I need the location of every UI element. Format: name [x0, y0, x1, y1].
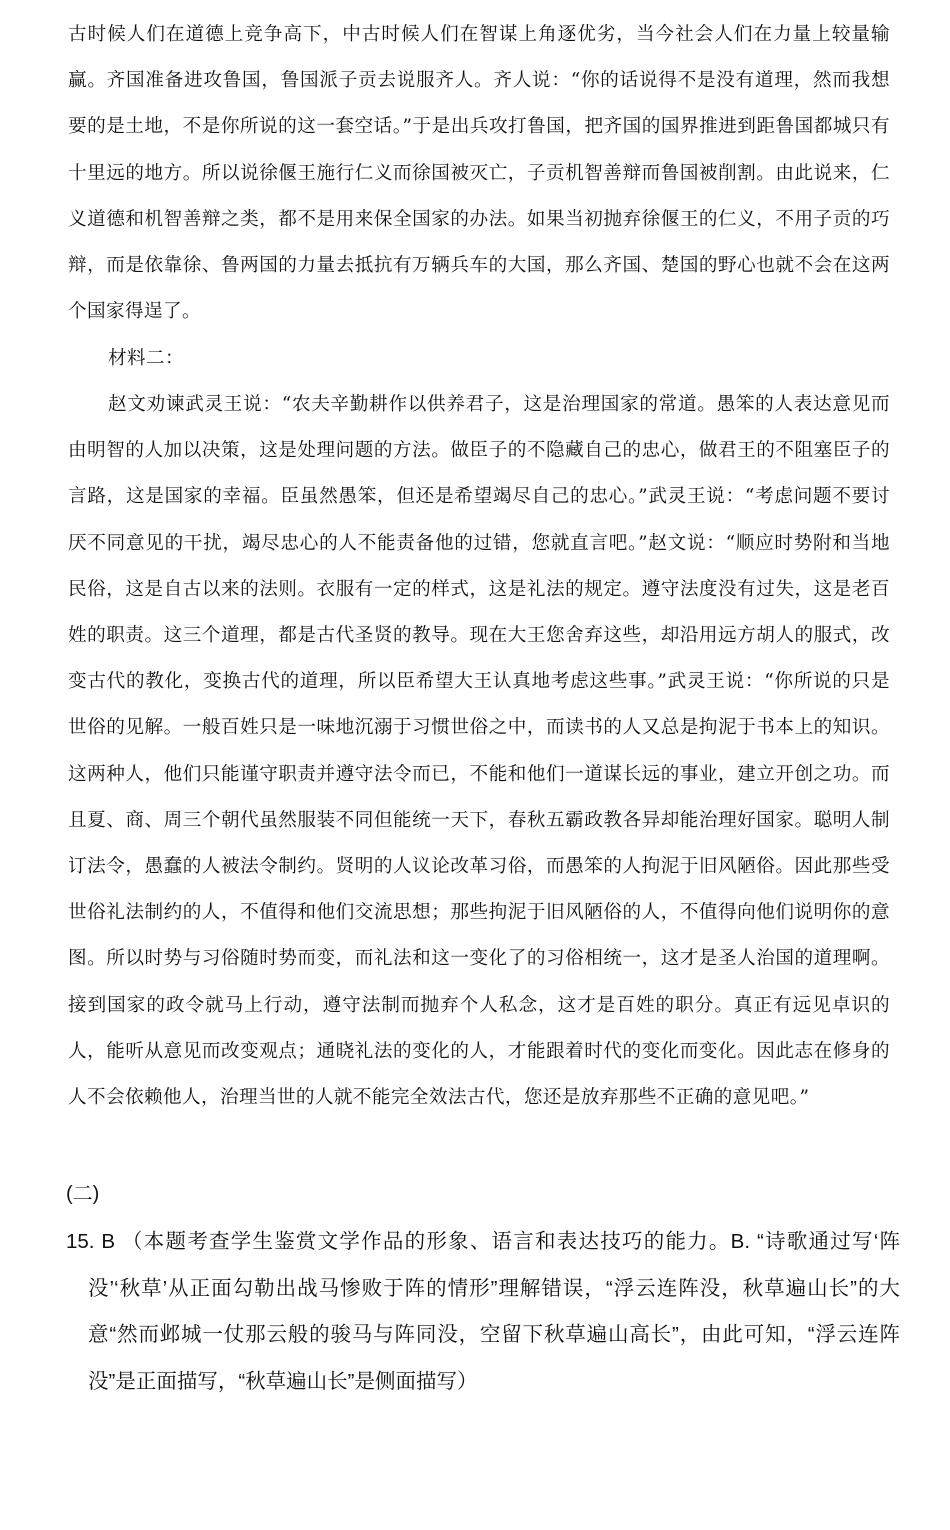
answer-15: 15. B （本题考查学生鉴赏文学作品的形象、语言和表达技巧的能力。B. “诗歌通过写‘阵没’‘秋草’从正面勾勒出战马惨败于阵的情形”理解错误，“浮云连阵没，秋草遍山长”的大意“然而邺城一仗那云般的骏马与阵同没，空留下秋草遍山高长”，由此可知，“浮云连阵没”是正面描写，“秋草遍山长”是侧面描写）	[66, 1230, 900, 1393]
material-two-paragraph: 赵文劝谏武灵王说：“农夫辛勤耕作以供养君子，这是治理国家的常道。愚笨的人表达意见而由明智的人加以决策，这是处理问题的方法。做臣子的不隐藏自己的忠心，做君王的不阻塞臣子的言路，这是国家的幸福。臣虽然愚笨，但还是希望竭尽自己的忠心。”武灵王说：“考虑问题不要讨厌不同意见的干扰，竭尽忠心的人不能责备他的过错，您就直言吧。”赵文说：“顺应时势附和当地民俗，这是自古以来的法则。衣服有一定的样式，这是礼法的规定。遵守法度没有过失，这是老百姓的职责。这三个道理，都是古代圣贤的教导。现在大王您舍弃这些，却沿用远方胡人的服式，改变古代的教化，变换古代的道理，所以臣希望大王认真地考虑这些事。”武灵王说：“你所说的只是世俗的见解。一般百姓只是一味地沉溺于习惯世俗之中，而读书的人又总是拘泥于书本上的知识。这两种人，他们只能谨守职责并遵守法令而已，不能和他们一道谋长远的事业，建立开创之功。而且夏、商、周三个朝代虽然服装不同但能统一天下，春秋五霸政教各异却能治理好国家。聪明人制订法令，愚蠢的人被法令制约。贤明的人议论改革习俗，而愚笨的人拘泥于旧风陋俗。因此那些受世俗礼法制约的人，不值得和他们交流思想；那些拘泥于旧风陋俗的人，不值得向他们说明你的意图。所以时势与习俗随时势而变，而礼法和这一变化了的习俗相统一，这才是圣人治国的道理啊。接到国家的政令就马上行动，遵守法制而抛弃个人私念，这才是百姓的职分。真正有远见卓识的人，能听从意见而改变观点；通晓礼法的变化的人，才能跟着时代的变化而变化。因此志在修身的人不会依赖他人，治理当世的人就不能完全效法古代，您还是放弃那些不正确的意见吧。”	[68, 394, 890, 1109]
material-one-paragraph: 古时候人们在道德上竞争高下，中古时候人们在智谋上角逐优劣，当今社会人们在力量上较量输赢。齐国准备进攻鲁国，鲁国派子贡去说服齐人。齐人说：“你的话说得不是没有道理，然而我想要的是土地，不是你所说的这一套空话。”于是出兵攻打鲁国，把齐国的国界推进到距鲁国都城只有十里远的地方。所以说徐偃王施行仁义而徐国被灭亡，子贡机智善辩而鲁国被削割。由此说来，仁义道德和机智善辩之类，都不是用来保全国家的办法。如果当初抛弃徐偃王的仁义，不用子贡的巧辩，而是依靠徐、鲁两国的力量去抵抗有万辆兵车的大国，那么齐国、楚国的野心也就不会在这两个国家得逞了。	[68, 24, 890, 323]
section-two-heading: (二)	[66, 1183, 100, 1205]
material-two-heading: 材料二：	[108, 348, 184, 369]
